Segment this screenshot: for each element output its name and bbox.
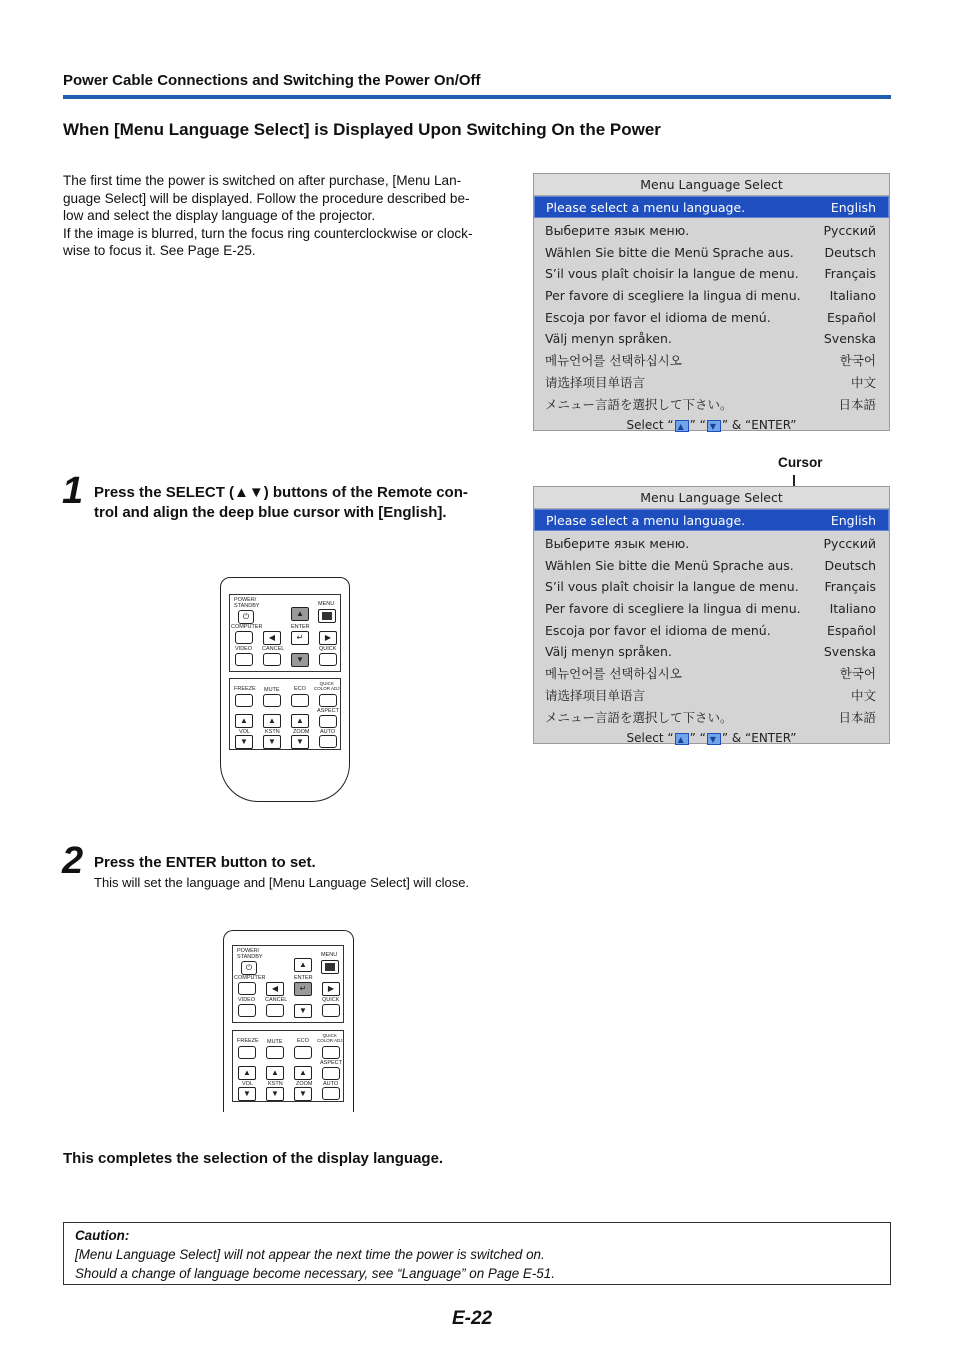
menu-selected-row[interactable] bbox=[534, 196, 889, 218]
quick-color-label: QUICK COLOR ADJ bbox=[317, 1033, 343, 1043]
menu-rows bbox=[534, 531, 889, 728]
menu-label: MENU bbox=[321, 952, 338, 958]
zoom-up-button[interactable]: ▲ bbox=[294, 1066, 312, 1080]
enter-label: ENTER bbox=[291, 624, 310, 630]
menu-label: MENU bbox=[318, 601, 335, 607]
caution-title: Caution: bbox=[75, 1228, 130, 1243]
mute-button[interactable] bbox=[266, 1046, 284, 1059]
kstn-label: KSTN bbox=[265, 729, 280, 735]
footer-text: ” & “ENTER” bbox=[721, 731, 797, 746]
aspect-button[interactable] bbox=[319, 715, 337, 728]
menu-row-lang: Svenska bbox=[823, 644, 876, 660]
menu-row[interactable] bbox=[534, 663, 889, 685]
menu-row-text: Please select a menu language. bbox=[546, 200, 746, 215]
menu-row-lang: Svenska bbox=[823, 331, 876, 347]
footer-text: ” & “ENTER” bbox=[721, 418, 797, 433]
select-right-button[interactable]: ▶ bbox=[322, 982, 340, 996]
select-up-button[interactable]: ▲ bbox=[294, 958, 312, 972]
page-heading: When [Menu Language Select] is Displayed Upon Switching On the Power bbox=[63, 120, 661, 139]
quick-button[interactable] bbox=[319, 653, 337, 666]
step-instruction: Press the ENTER button to set. bbox=[94, 854, 316, 871]
menu-row[interactable] bbox=[534, 533, 889, 555]
zoom-up-button[interactable]: ▲ bbox=[291, 714, 309, 728]
power-button[interactable]: ⏻ bbox=[241, 961, 257, 975]
menu-row-text: 메뉴언어를 선택하십시오 bbox=[545, 666, 682, 682]
eco-label: ECO bbox=[294, 686, 306, 692]
auto-label: AUTO bbox=[323, 1081, 339, 1087]
menu-row[interactable] bbox=[534, 685, 889, 707]
quick-color-button[interactable] bbox=[319, 694, 337, 707]
menu-title: Menu Language Select bbox=[534, 487, 889, 509]
auto-label: AUTO bbox=[320, 729, 336, 735]
menu-row-text: Per favore di scegliere la lingua di menu. bbox=[545, 288, 801, 304]
menu-row-lang: Español bbox=[826, 309, 876, 325]
enter-button[interactable]: ↵ bbox=[294, 982, 312, 996]
menu-row[interactable] bbox=[534, 598, 889, 620]
page-number: E-22 bbox=[452, 1308, 493, 1329]
remote-top-panel bbox=[229, 594, 341, 672]
footer-text: Select “ bbox=[626, 418, 674, 433]
video-button[interactable] bbox=[235, 653, 253, 666]
menu-row-text: メニュー言語を選択して下さい。 bbox=[545, 709, 733, 725]
menu-row[interactable] bbox=[534, 707, 889, 729]
section-header: Power Cable Connections and Switching the Power On/Off bbox=[63, 72, 481, 89]
menu-row-text: Wählen Sie bitte die Menü Sprache aus. bbox=[545, 557, 794, 573]
power-label: POWER/ STANDBY bbox=[237, 948, 263, 960]
menu-selected-row[interactable] bbox=[534, 509, 889, 531]
eco-label: ECO bbox=[297, 1038, 309, 1044]
computer-label: COMPUTER bbox=[234, 975, 266, 981]
kstn-label: KSTN bbox=[268, 1081, 283, 1087]
mute-button[interactable] bbox=[263, 694, 281, 707]
menu-row-lang: 한국어 bbox=[839, 353, 876, 369]
menu-row[interactable] bbox=[534, 576, 889, 598]
up-key-icon: ▲ bbox=[675, 420, 689, 432]
kstn-down-button[interactable]: ▼ bbox=[263, 735, 281, 749]
menu-footer bbox=[534, 415, 889, 435]
menu-row-lang: 한국어 bbox=[839, 666, 876, 682]
menu-row-lang: Русский bbox=[823, 536, 876, 551]
intro-line: The first time the power is switched on after purchase, [Menu Lan- bbox=[63, 173, 462, 188]
select-left-button[interactable]: ◀ bbox=[266, 982, 284, 996]
menu-row-lang: 中文 bbox=[850, 374, 876, 390]
menu-rows bbox=[534, 218, 889, 415]
intro-line: guage Select] will be displayed. Follow the procedure described be- bbox=[63, 190, 470, 206]
menu-row-lang: English bbox=[830, 513, 876, 528]
vol-down-button[interactable]: ▼ bbox=[238, 1087, 256, 1101]
menu-row[interactable] bbox=[534, 555, 889, 577]
menu-row-text: 请选择项目单语言 bbox=[545, 374, 646, 390]
menu-row-text: Per favore di scegliere la lingua di menu. bbox=[545, 601, 801, 617]
computer-label: COMPUTER bbox=[231, 624, 263, 630]
power-button[interactable]: ⏻ bbox=[238, 610, 254, 624]
zoom-down-button[interactable]: ▼ bbox=[294, 1087, 312, 1101]
vol-label: VOL bbox=[242, 1081, 254, 1087]
freeze-button[interactable] bbox=[235, 694, 253, 707]
freeze-label: FREEZE bbox=[234, 686, 256, 692]
menu-language-select-panel bbox=[533, 486, 890, 744]
aspect-button[interactable] bbox=[322, 1067, 340, 1080]
cancel-label: CANCEL bbox=[265, 997, 288, 1003]
menu-footer bbox=[534, 728, 889, 748]
quick-label: QUICK bbox=[322, 997, 340, 1003]
caution-box bbox=[63, 1222, 891, 1285]
menu-row-text: 메뉴언어를 선택하십시오 bbox=[545, 353, 682, 369]
menu-row-text: Välj menyn språken. bbox=[545, 331, 672, 347]
menu-row-lang: Deutsch bbox=[824, 557, 876, 573]
enter-label: ENTER bbox=[294, 975, 313, 981]
menu-row[interactable] bbox=[534, 285, 889, 307]
menu-row-text: Välj menyn språken. bbox=[545, 644, 672, 660]
quick-button[interactable] bbox=[322, 1004, 340, 1017]
menu-button[interactable] bbox=[321, 960, 339, 974]
remote-control-base bbox=[220, 764, 350, 802]
kstn-up-button[interactable]: ▲ bbox=[263, 714, 281, 728]
cancel-button[interactable] bbox=[266, 1004, 284, 1017]
menu-row-lang: Русский bbox=[823, 223, 876, 238]
aspect-label: ASPECT bbox=[320, 1060, 343, 1066]
footer-text: ” “ bbox=[689, 731, 706, 746]
menu-row-lang: 日本語 bbox=[838, 396, 876, 412]
menu-row-lang: 中文 bbox=[850, 687, 876, 703]
computer-button[interactable] bbox=[238, 982, 256, 995]
kstn-up-button[interactable]: ▲ bbox=[266, 1066, 284, 1080]
zoom-down-button[interactable]: ▼ bbox=[291, 735, 309, 749]
down-key-icon: ▼ bbox=[707, 733, 721, 745]
video-label: VIDEO bbox=[235, 646, 253, 652]
kstn-down-button[interactable]: ▼ bbox=[266, 1087, 284, 1101]
zoom-label: ZOOM bbox=[293, 729, 310, 735]
remote-control bbox=[223, 930, 354, 1112]
menu-row-text: Выберите язык меню. bbox=[545, 223, 690, 238]
menu-language-select-panel bbox=[533, 173, 890, 431]
auto-button[interactable] bbox=[322, 1087, 340, 1100]
menu-row-lang: Français bbox=[824, 266, 876, 282]
remote-top-panel bbox=[232, 945, 344, 1023]
menu-row-text: メニュー言語を選択して下さい。 bbox=[545, 396, 733, 412]
select-up-button[interactable]: ▲ bbox=[291, 607, 309, 621]
cancel-label: CANCEL bbox=[262, 646, 285, 652]
quick-color-button[interactable] bbox=[322, 1046, 340, 1059]
cursor-label: Cursor bbox=[778, 455, 823, 470]
quick-label: QUICK bbox=[319, 646, 337, 652]
menu-row-lang: Italiano bbox=[829, 288, 876, 304]
step-line: Press the SELECT (▲▼) buttons of the Remote con- bbox=[94, 484, 468, 501]
menu-row-lang: Deutsch bbox=[824, 244, 876, 260]
menu-row[interactable] bbox=[534, 620, 889, 642]
computer-button[interactable] bbox=[235, 631, 253, 644]
vol-up-button[interactable]: ▲ bbox=[235, 714, 253, 728]
vol-up-button[interactable]: ▲ bbox=[238, 1066, 256, 1080]
power-label: POWER/ STANDBY bbox=[234, 597, 260, 609]
menu-row-text: Escoja por favor el idioma de menú. bbox=[545, 309, 771, 325]
menu-row[interactable] bbox=[534, 242, 889, 264]
step-line: trol and align the deep blue cursor with [English]. bbox=[94, 504, 447, 521]
zoom-label: ZOOM bbox=[296, 1081, 313, 1087]
caution-line: Should a change of language become necessary, see “Language” on Page E-51. bbox=[75, 1266, 555, 1281]
step-number: 2 bbox=[62, 840, 84, 882]
select-down-button[interactable]: ▼ bbox=[291, 653, 309, 667]
freeze-label: FREEZE bbox=[237, 1038, 259, 1044]
remote-control bbox=[220, 577, 350, 765]
vol-down-button[interactable]: ▼ bbox=[235, 735, 253, 749]
menu-row[interactable] bbox=[534, 220, 889, 242]
menu-row[interactable] bbox=[534, 328, 889, 350]
menu-row[interactable] bbox=[534, 350, 889, 372]
menu-row-text: Please select a menu language. bbox=[546, 513, 746, 528]
menu-row-lang: Italiano bbox=[829, 601, 876, 617]
menu-button[interactable] bbox=[318, 609, 336, 623]
mute-label: MUTE bbox=[264, 687, 280, 693]
menu-row-lang: English bbox=[830, 200, 876, 215]
footer-text: ” “ bbox=[689, 418, 706, 433]
video-label: VIDEO bbox=[238, 997, 256, 1003]
menu-row-lang: Español bbox=[826, 622, 876, 638]
menu-row-text: S’il vous plaît choisir la langue de menu. bbox=[545, 266, 799, 282]
step-description: This will set the language and [Menu Language Select] will close. bbox=[94, 875, 470, 890]
intro-line: wise to focus it. See Page E-25. bbox=[63, 243, 256, 259]
video-button[interactable] bbox=[238, 1004, 256, 1017]
freeze-button[interactable] bbox=[238, 1046, 256, 1059]
eco-button[interactable] bbox=[291, 694, 309, 707]
quick-color-label: QUICK COLOR ADJ bbox=[314, 681, 340, 691]
select-down-button[interactable]: ▼ bbox=[294, 1004, 312, 1018]
menu-row[interactable] bbox=[534, 394, 889, 416]
select-right-button[interactable]: ▶ bbox=[319, 631, 337, 645]
menu-row-lang: 日本語 bbox=[838, 709, 876, 725]
down-key-icon: ▼ bbox=[707, 420, 721, 432]
section-rule bbox=[63, 95, 891, 99]
menu-title: Menu Language Select bbox=[534, 174, 889, 196]
remote-bottom-panel bbox=[229, 678, 341, 750]
menu-row[interactable] bbox=[534, 263, 889, 285]
menu-row-text: 请选择项目单语言 bbox=[545, 687, 646, 703]
menu-row-text: Escoja por favor el idioma de menú. bbox=[545, 622, 771, 638]
intro-line: low and select the display language of the projector. bbox=[63, 208, 376, 224]
select-left-button[interactable]: ◀ bbox=[263, 631, 281, 645]
up-key-icon: ▲ bbox=[675, 733, 689, 745]
remote-bottom-panel bbox=[232, 1030, 344, 1102]
vol-label: VOL bbox=[239, 729, 251, 735]
footer-text: Select “ bbox=[626, 731, 674, 746]
mute-label: MUTE bbox=[267, 1039, 283, 1045]
eco-button[interactable] bbox=[294, 1046, 312, 1059]
step-instruction bbox=[94, 483, 509, 523]
auto-button[interactable] bbox=[319, 735, 337, 748]
cancel-button[interactable] bbox=[263, 653, 281, 666]
menu-row[interactable] bbox=[534, 307, 889, 329]
menu-row-text: Выберите язык меню. bbox=[545, 536, 690, 551]
menu-row[interactable] bbox=[534, 641, 889, 663]
menu-row-text: S’il vous plaît choisir la langue de menu. bbox=[545, 579, 799, 595]
intro-text bbox=[63, 172, 505, 260]
enter-button[interactable]: ↵ bbox=[291, 631, 309, 645]
menu-row-lang: Français bbox=[824, 579, 876, 595]
aspect-label: ASPECT bbox=[317, 708, 340, 714]
caution-line: [Menu Language Select] will not appear the next time the power is switched on. bbox=[75, 1247, 545, 1262]
menu-row-text: Wählen Sie bitte die Menü Sprache aus. bbox=[545, 244, 794, 260]
step-number: 1 bbox=[62, 470, 84, 512]
completion-text: This completes the selection of the display language. bbox=[63, 1150, 444, 1167]
menu-row[interactable] bbox=[534, 372, 889, 394]
intro-line: If the image is blurred, turn the focus ring counterclockwise or clock- bbox=[63, 225, 473, 241]
